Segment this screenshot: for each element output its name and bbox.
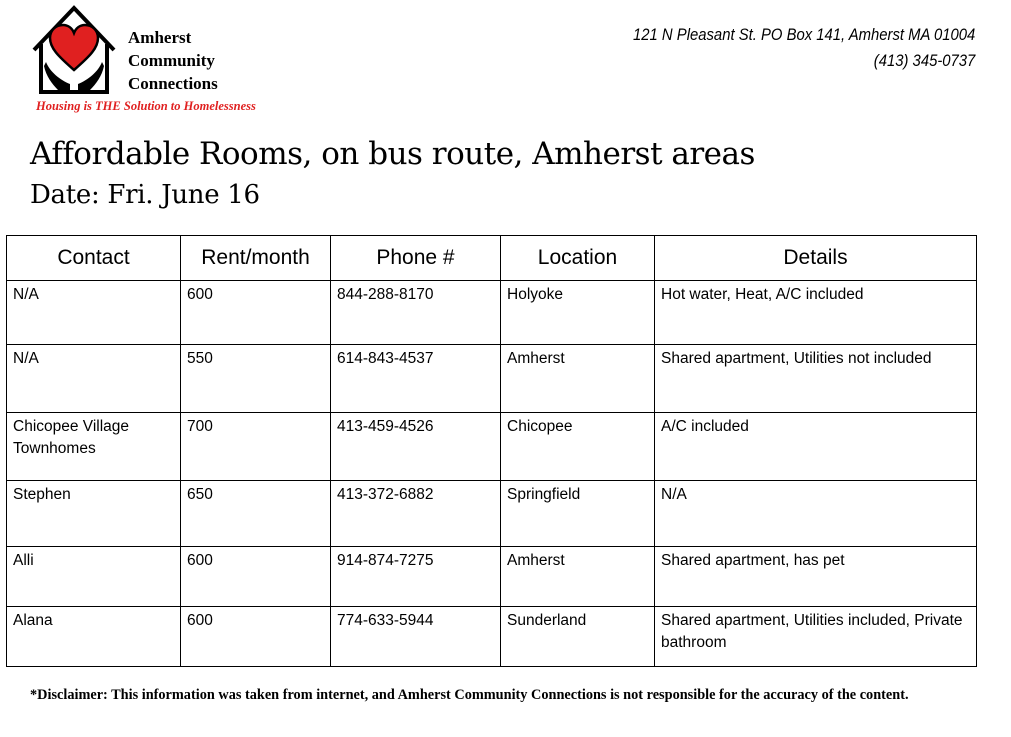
contact-cell: Alana — [7, 607, 181, 667]
column-header-rent: Rent/month — [181, 236, 331, 281]
rent-cell: 550 — [181, 345, 331, 413]
phone-number: (413) 345-0737 — [873, 52, 975, 70]
org-name-line3: Connections — [128, 74, 218, 93]
phone-cell: 914-874-7275 — [331, 547, 501, 607]
street-address: 121 N Pleasant St. PO Box 141, Amherst MA 01004 — [632, 26, 975, 44]
table-row — [7, 413, 977, 481]
details-cell: Shared apartment, Utilities not included — [655, 345, 977, 413]
table-row — [7, 481, 977, 547]
phone-cell: 413-459-4526 — [331, 413, 501, 481]
table-row — [7, 345, 977, 413]
org-name-line2: Community — [128, 51, 215, 70]
column-header-location: Location — [501, 236, 655, 281]
location-cell: Amherst — [501, 547, 655, 607]
location-cell: Sunderland — [501, 607, 655, 667]
page-title: Affordable Rooms, on bus route, Amherst areas — [30, 136, 755, 172]
details-cell: A/C included — [655, 413, 977, 481]
contact-cell: Chicopee Village Townhomes — [7, 413, 181, 481]
table-row — [7, 281, 977, 345]
address-block — [633, 22, 975, 74]
contact-cell: Alli — [7, 547, 181, 607]
column-header-contact: Contact — [7, 236, 181, 281]
disclaimer: *Disclaimer: This information was taken from internet, and Amherst Community Connections is not responsible for the accuracy of the content. — [30, 687, 909, 703]
phone-cell: 844-288-8170 — [331, 281, 501, 345]
contact-cell: N/A — [7, 345, 181, 413]
column-header-phone: Phone # — [331, 236, 501, 281]
listings-table — [6, 235, 977, 667]
phone-cell: 614-843-4537 — [331, 345, 501, 413]
rent-cell: 650 — [181, 481, 331, 547]
details-cell: Shared apartment, has pet — [655, 547, 977, 607]
phone-cell: 774-633-5944 — [331, 607, 501, 667]
details-cell: N/A — [655, 481, 977, 547]
location-cell: Chicopee — [501, 413, 655, 481]
organization-name — [128, 26, 218, 95]
contact-cell: Stephen — [7, 481, 181, 547]
rent-cell: 600 — [181, 607, 331, 667]
org-name-line1: Amherst — [128, 28, 192, 47]
location-cell: Springfield — [501, 481, 655, 547]
rent-cell: 700 — [181, 413, 331, 481]
location-cell: Holyoke — [501, 281, 655, 345]
contact-cell: N/A — [7, 281, 181, 345]
details-cell: Shared apartment, Utilities included, Private bathroom — [655, 607, 977, 667]
table-header-row — [7, 236, 977, 281]
tagline: Housing is THE Solution to Homelessness — [36, 99, 256, 113]
details-cell: Hot water, Heat, A/C included — [655, 281, 977, 345]
phone-cell: 413-372-6882 — [331, 481, 501, 547]
column-header-details: Details — [655, 236, 977, 281]
rent-cell: 600 — [181, 547, 331, 607]
listing-date: Date: Fri. June 16 — [30, 180, 260, 210]
organization-logo — [28, 4, 298, 116]
house-heart-hands-icon — [28, 4, 123, 96]
rent-cell: 600 — [181, 281, 331, 345]
table-row — [7, 547, 977, 607]
location-cell: Amherst — [501, 345, 655, 413]
table-row — [7, 607, 977, 667]
